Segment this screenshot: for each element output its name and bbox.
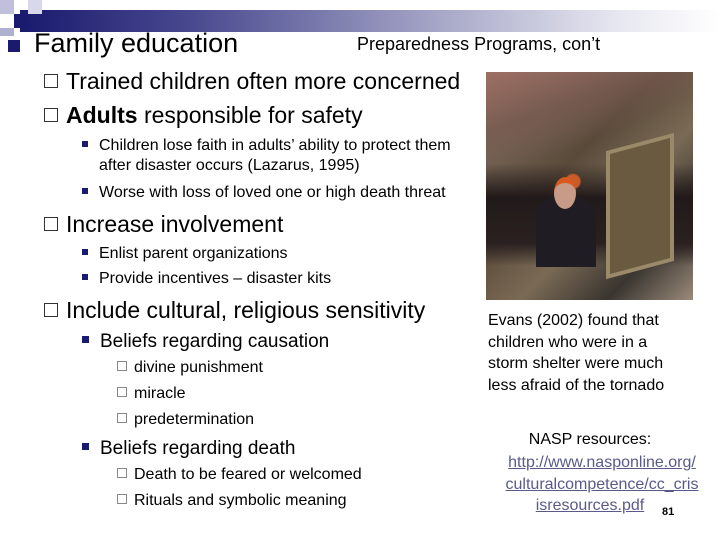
caption-line: storm shelter were much — [488, 355, 664, 372]
sub-bullet-death: Beliefs regarding death — [82, 438, 295, 460]
decor-square — [0, 28, 14, 36]
title-bullet — [8, 40, 20, 52]
slide-subtitle: Preparedness Programs, con’t — [357, 34, 601, 54]
caption-line: children who were in a — [488, 334, 648, 351]
slide-title: Family education — [34, 28, 239, 58]
sub-sub-bullet: Rituals and symbolic meaning — [117, 492, 347, 510]
sub-sub-bullet: divine punishment — [117, 359, 263, 377]
decor-square — [14, 14, 28, 28]
bullet-adults: Adults responsible for safety — [44, 102, 363, 129]
decor-square — [0, 0, 14, 14]
sub-bullet-cont: after disaster occurs (Lazarus, 1995) — [99, 157, 360, 174]
decor-square — [28, 0, 42, 14]
sub-bullet: Provide incentives – disaster kits — [82, 270, 331, 288]
bullet-increase: Increase involvement — [44, 211, 283, 238]
sub-bullet-causation: Beliefs regarding causation — [82, 331, 329, 353]
bullet-trained: Trained children often more concerned — [44, 68, 460, 95]
resources-link[interactable]: culturalcompetence/cc_cris — [505, 476, 699, 493]
caption-line: less afraid of the tornado — [488, 377, 665, 394]
resources-link[interactable]: http://www.nasponline.org/ — [508, 454, 696, 471]
resources-link[interactable]: isresources.pdf — [535, 497, 645, 514]
bullet-include: Include cultural, religious sensitivity — [44, 297, 425, 324]
storm-shelter-photo — [486, 72, 693, 300]
sub-sub-bullet: predetermination — [117, 411, 254, 429]
page-number: 81 — [662, 506, 675, 518]
sub-bullet: Worse with loss of loved one or high death threat — [82, 184, 446, 202]
sub-bullet: Children lose faith in adults’ ability to protect them — [82, 137, 451, 155]
sub-bullet: Enlist parent organizations — [82, 245, 288, 263]
sub-sub-bullet: miracle — [117, 385, 186, 403]
sub-sub-bullet: Death to be feared or welcomed — [117, 466, 362, 484]
resources-label: NASP resources: — [528, 431, 652, 448]
caption-line: Evans (2002) found that — [488, 312, 659, 329]
